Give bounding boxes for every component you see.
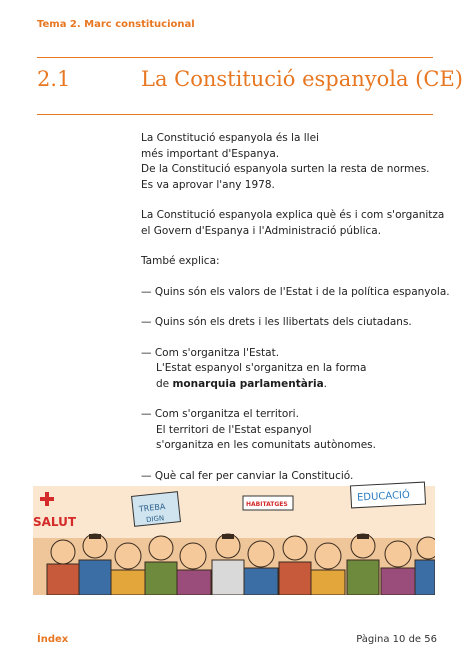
text-fragment: .: [323, 377, 328, 390]
list-item-continuation: El territori de l'Estat espanyol: [156, 423, 312, 436]
list-item: — Com s'organitza el territori.: [141, 408, 299, 420]
text-line: La Constitució espanyola explica què és i com s'organitza: [141, 209, 445, 221]
body-text: [141, 131, 450, 484]
list-item: — Què cal fer per canviar la Constitució.: [141, 469, 354, 482]
section-number: 2.1: [37, 67, 71, 91]
sign-dignitat: DIGN: [145, 514, 165, 525]
section-rule-bottom: [37, 114, 433, 115]
list-item: — Quins són els drets i les llibertats dels ciutadans.: [141, 316, 412, 328]
list-item-continuation: s'organitza en les comunitats autònomes.: [156, 439, 376, 451]
sign-habitatges: HABITATGES: [246, 501, 288, 508]
list-item-continuation: [141, 377, 441, 393]
sign-treball: TREBA: [138, 502, 166, 514]
text-fragment: de: [156, 377, 173, 390]
text-line: De la Constitució espanyola surten la resta de normes.: [141, 163, 430, 175]
protest-illustration: [33, 480, 435, 595]
list-item-continuation: L'Estat espanyol s'organitza en la forma: [156, 362, 367, 374]
index-link[interactable]: Índex: [37, 634, 69, 645]
bold-term: monarquia parlamentària: [172, 377, 324, 390]
text-line: La Constitució espanyola és la llei: [141, 132, 319, 144]
section-title: La Constitució espanyola (CE): [141, 67, 463, 91]
sign-salut: SALUT: [33, 515, 77, 529]
text-line: També explica:: [141, 255, 220, 267]
list-item: — Quins són els valors de l'Estat i de la política espanyola.: [141, 285, 450, 298]
chapter-header: Tema 2. Marc constitucional: [37, 19, 195, 30]
text-line: més important d'Espanya.: [141, 147, 280, 160]
section-rule-top: [37, 57, 433, 58]
sign-educacio: EDUCACIÓ: [356, 489, 411, 504]
list-item: — Com s'organitza l'Estat.: [141, 346, 280, 359]
text-line: Es va aprovar l'any 1978.: [141, 178, 275, 191]
page-number: Pàgina 10 de 56: [356, 634, 437, 645]
text-line: el Govern d'Espanya i l'Administració pública.: [141, 224, 382, 237]
